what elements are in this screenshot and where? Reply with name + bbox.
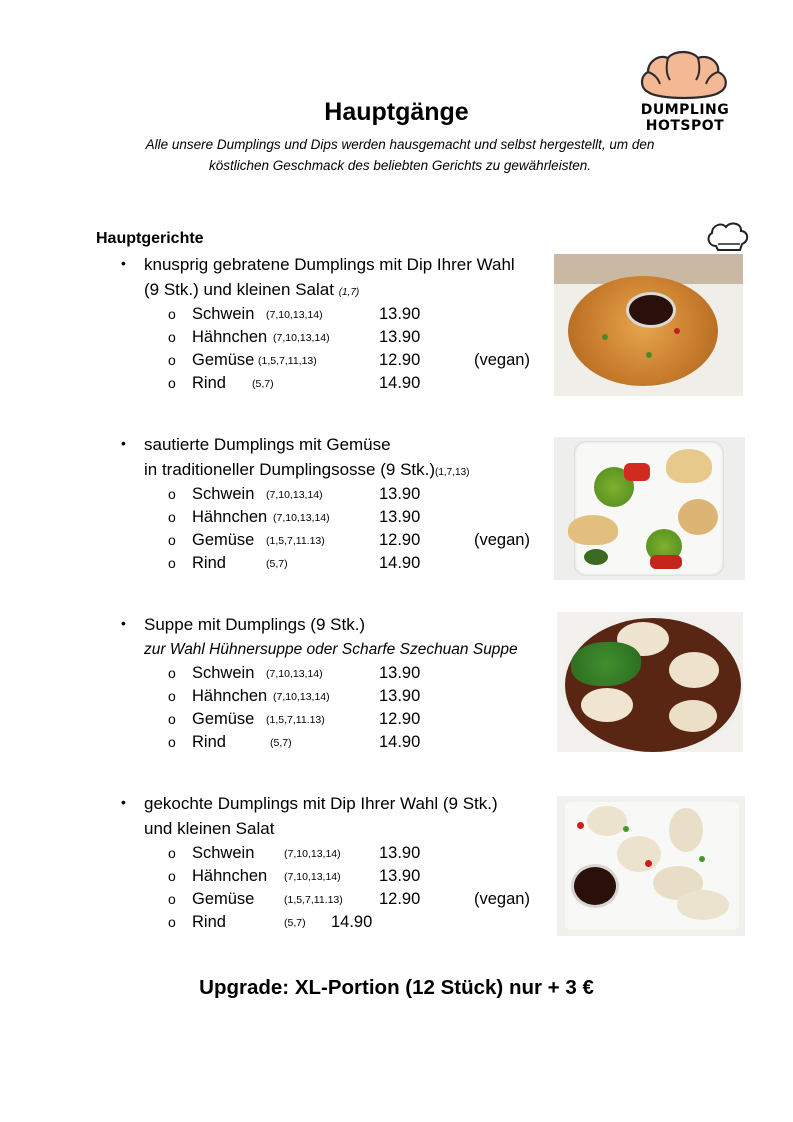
variant-name: Hähnchen xyxy=(192,687,268,705)
logo-line-2: HOTSPOT xyxy=(645,118,725,134)
variant-name: Rind xyxy=(192,554,226,572)
variant-price: 14.90 xyxy=(379,554,421,572)
zucchini xyxy=(584,549,608,565)
dumpling xyxy=(568,515,618,545)
variant-name: Gemüse xyxy=(192,531,255,549)
allergen-codes: (7,10,13,14) xyxy=(273,332,330,344)
pepper xyxy=(650,555,682,569)
allergen-codes: (1,5,7,11.13) xyxy=(284,894,343,906)
dumpling xyxy=(678,499,718,535)
dumpling xyxy=(669,808,703,852)
garnish xyxy=(602,334,608,340)
sub-bullet-icon: o xyxy=(168,375,176,391)
variant-price: 13.90 xyxy=(379,305,421,323)
garnish xyxy=(674,328,680,334)
garnish xyxy=(699,856,705,862)
sub-bullet-icon: o xyxy=(168,891,176,907)
dish-title-line-2 xyxy=(144,458,469,484)
sub-bullet-icon: o xyxy=(168,711,176,727)
allergen-codes: (7,10,13,14) xyxy=(266,309,323,321)
allergen-codes: (1,5,7,11.13) xyxy=(266,714,325,726)
sub-bullet-icon: o xyxy=(168,306,176,322)
dish-title-line-1: gekochte Dumplings mit Dip Ihrer Wahl (9 Stk.) xyxy=(144,794,498,813)
upgrade-note: Upgrade: XL-Portion (12 Stück) nur + 3 € xyxy=(199,976,594,999)
allergen-codes: (5,7) xyxy=(266,558,288,570)
allergen-codes: (7,10,13,14) xyxy=(266,668,323,680)
variant-price: 14.90 xyxy=(379,374,421,392)
sub-bullet-icon: o xyxy=(168,329,176,345)
variant-name: Gemüse xyxy=(192,890,255,908)
bullet-icon: • xyxy=(121,794,126,810)
sub-bullet-icon: o xyxy=(168,914,176,930)
garnish xyxy=(577,822,584,829)
page-title: Hauptgänge xyxy=(324,98,469,126)
herbs xyxy=(571,642,641,686)
variant-price: 12.90 xyxy=(379,351,421,369)
subtitle-line-2: köstlichen Geschmack des beliebten Gerichts zu gewährleisten. xyxy=(209,158,591,173)
variant-name: Rind xyxy=(192,913,226,931)
allergen-codes: (1,7,13) xyxy=(435,467,470,478)
allergen-codes: (7,10,13,14) xyxy=(284,848,341,860)
allergen-codes: (7,10,13,14) xyxy=(266,489,323,501)
dip-bowl xyxy=(626,292,676,328)
sub-bullet-icon: o xyxy=(168,555,176,571)
variant-price: 12.90 xyxy=(379,890,421,908)
variant-note: (vegan) xyxy=(474,531,530,549)
bullet-icon: • xyxy=(121,255,126,271)
sub-bullet-icon: o xyxy=(168,845,176,861)
allergen-codes: (5,7) xyxy=(284,917,306,929)
dumpling xyxy=(666,449,712,483)
variant-price: 14.90 xyxy=(379,733,421,751)
variant-price: 13.90 xyxy=(379,687,421,705)
allergen-codes: (7,10,13,14) xyxy=(284,871,341,883)
garnish xyxy=(623,826,629,832)
allergen-codes: (1,5,7,11,13) xyxy=(258,355,317,367)
allergen-codes: (5,7) xyxy=(252,378,274,390)
sub-bullet-icon: o xyxy=(168,509,176,525)
variant-price: 13.90 xyxy=(379,867,421,885)
dish-title-line-1: sautierte Dumplings mit Gemüse xyxy=(144,435,391,454)
sub-bullet-icon: o xyxy=(168,352,176,368)
sub-bullet-icon: o xyxy=(168,486,176,502)
dumpling-logo-icon xyxy=(630,48,740,104)
sub-bullet-icon: o xyxy=(168,734,176,750)
variant-name: Hähnchen xyxy=(192,508,268,526)
variant-price: 13.90 xyxy=(379,485,421,503)
variant-note: (vegan) xyxy=(474,351,530,369)
dish-description: in traditioneller Dumplingsosse (9 Stk.) xyxy=(144,460,436,479)
bullet-icon: • xyxy=(121,615,126,631)
photo-boiled-dumplings xyxy=(557,796,745,936)
allergen-codes: (7,10,13,14) xyxy=(273,691,330,703)
dumpling xyxy=(677,890,729,920)
dish-title-line-2: und kleinen Salat xyxy=(144,819,275,838)
variant-price: 13.90 xyxy=(379,844,421,862)
photo-sauteed-dumplings xyxy=(554,437,745,580)
dish-title-line-1: knusprig gebratene Dumplings mit Dip Ihrer Wahl xyxy=(144,255,515,274)
allergen-codes: (1,5,7,11.13) xyxy=(266,535,325,547)
pepper xyxy=(624,463,650,481)
garnish xyxy=(646,352,652,358)
dumpling xyxy=(669,652,719,688)
variant-name: Schwein xyxy=(192,844,255,862)
photo-fried-dumplings xyxy=(554,254,743,396)
variant-name: Rind xyxy=(192,733,226,751)
dish-title-line-1: Suppe mit Dumplings (9 Stk.) xyxy=(144,615,366,634)
variant-price: 14.90 xyxy=(331,913,373,931)
sub-bullet-icon: o xyxy=(168,532,176,548)
variant-note: (vegan) xyxy=(474,890,530,908)
dumpling xyxy=(581,688,633,722)
variant-name: Schwein xyxy=(192,305,255,323)
variant-name: Schwein xyxy=(192,664,255,682)
dish-title-line-2: zur Wahl Hühnersuppe oder Scharfe Szechuan Suppe xyxy=(144,641,518,658)
section-title: Hauptgerichte xyxy=(96,230,204,247)
bullet-icon: • xyxy=(121,435,126,451)
variant-price: 12.90 xyxy=(379,710,421,728)
chef-hat-icon xyxy=(704,220,750,254)
page-subtitle xyxy=(110,134,690,176)
variant-name: Rind xyxy=(192,374,226,392)
allergen-codes: (7,10,13,14) xyxy=(273,512,330,524)
dip-bowl xyxy=(571,864,619,908)
allergen-codes: (5,7) xyxy=(270,737,292,749)
allergen-codes: (1,7) xyxy=(338,287,360,298)
variant-name: Hähnchen xyxy=(192,328,268,346)
variant-name: Gemüse xyxy=(192,710,255,728)
variant-price: 13.90 xyxy=(379,328,421,346)
dumpling xyxy=(617,836,661,872)
variant-price: 13.90 xyxy=(379,664,421,682)
sub-bullet-icon: o xyxy=(168,665,176,681)
subtitle-line-1: Alle unsere Dumplings und Dips werden hausgemacht und selbst hergestellt, um den xyxy=(145,137,655,152)
logo-line-1: DUMPLING xyxy=(640,102,730,118)
variant-price: 12.90 xyxy=(379,531,421,549)
variant-price: 13.90 xyxy=(379,508,421,526)
dish-title-line-2 xyxy=(144,278,359,304)
dish-description: (9 Stk.) und kleinen Salat xyxy=(144,280,334,299)
dumpling xyxy=(669,700,717,732)
sub-bullet-icon: o xyxy=(168,688,176,704)
garnish xyxy=(645,860,652,867)
variant-name: Gemüse xyxy=(192,351,255,369)
dumpling xyxy=(587,806,627,836)
variant-name: Hähnchen xyxy=(192,867,268,885)
photo-soup-dumplings xyxy=(557,612,743,752)
variant-name: Schwein xyxy=(192,485,255,503)
sub-bullet-icon: o xyxy=(168,868,176,884)
